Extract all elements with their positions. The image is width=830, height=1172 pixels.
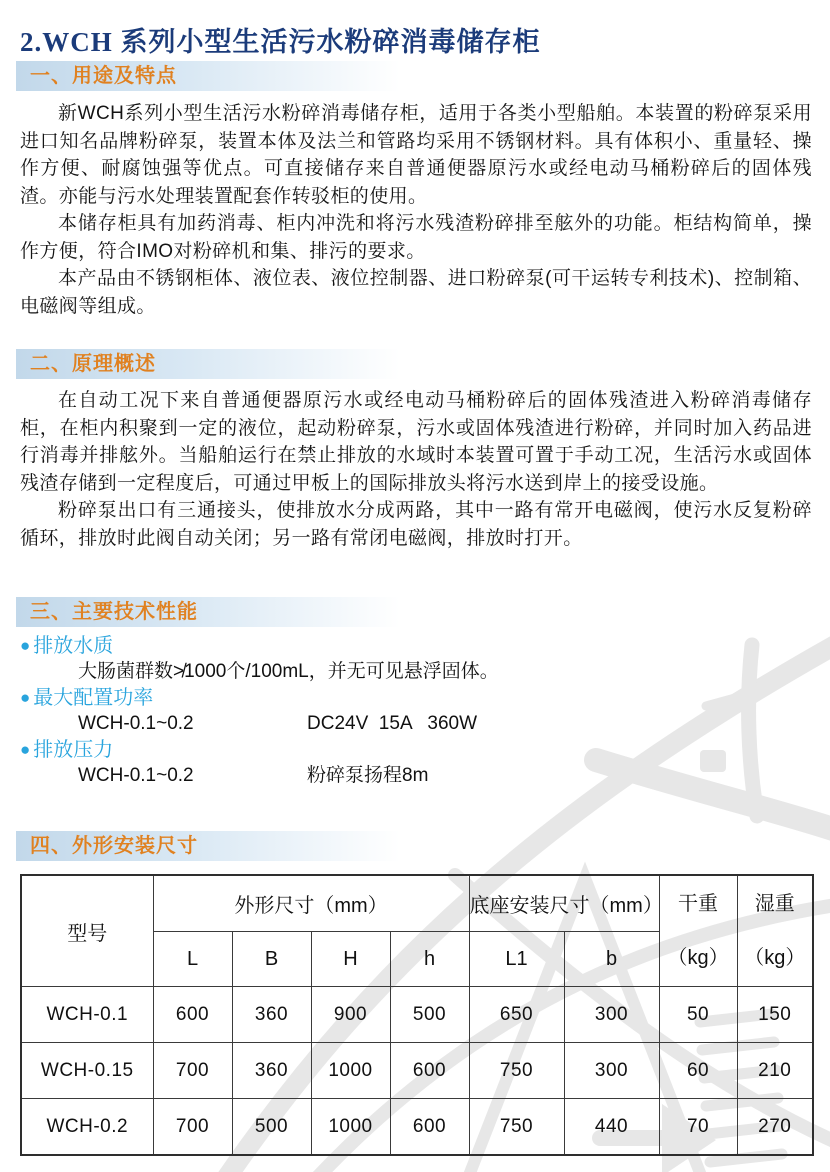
section-principle-body bbox=[20, 387, 812, 552]
section-heading-principle: 二、原理概述 bbox=[16, 349, 400, 379]
dry-weight-label: 干重 bbox=[678, 893, 719, 915]
subhead-b: b bbox=[564, 932, 659, 987]
spec-list bbox=[20, 633, 812, 789]
header-dry-weight bbox=[659, 875, 737, 987]
table-row bbox=[21, 1099, 813, 1156]
cell-value: 300 bbox=[564, 1043, 659, 1099]
spec-value-right: 粉碎泵扬程8m bbox=[307, 765, 429, 786]
header-outline-dims: 外形尺寸（mm） bbox=[153, 875, 469, 932]
section-heading-usage: 一、用途及特点 bbox=[16, 61, 400, 91]
spec-value-line bbox=[20, 711, 812, 737]
header-model: 型号 bbox=[21, 875, 153, 987]
cell-value: 270 bbox=[737, 1099, 813, 1156]
table-header-row-groups bbox=[21, 875, 813, 932]
table-row bbox=[21, 987, 813, 1043]
cell-value: 150 bbox=[737, 987, 813, 1043]
section-heading-specs: 三、主要技术性能 bbox=[16, 597, 400, 627]
cell-value: 70 bbox=[659, 1099, 737, 1156]
cell-value: 750 bbox=[469, 1099, 564, 1156]
spec-label bbox=[20, 737, 812, 763]
cell-value: 650 bbox=[469, 987, 564, 1043]
spec-item bbox=[20, 633, 812, 685]
cell-value: 300 bbox=[564, 987, 659, 1043]
subhead-H: H bbox=[311, 932, 390, 987]
spec-label-text: 排放水质 bbox=[33, 635, 114, 657]
bullet-dot-icon: ● bbox=[20, 740, 31, 759]
cell-value: 1000 bbox=[311, 1043, 390, 1099]
paragraph: 粉碎泵出口有三通接头，使排放水分成两路，其中一路有常开电磁阀，使污水反复粉碎循环，排放时此阀自动关闭；另一路有常闭电磁阀，排放时打开。 bbox=[20, 500, 812, 549]
paragraph: 本储存柜具有加药消毒、柜内冲洗和将污水残渣粉碎排至舷外的功能。柜结构简单，操作方便，符合IMO对粉碎机和集、排污的要求。 bbox=[20, 213, 812, 262]
spec-item bbox=[20, 685, 812, 737]
paragraph: 新WCH系列小型生活污水粉碎消毒储存柜，适用于各类小型船舶。本装置的粉碎泵采用进口知名品牌粉碎泵，装置本体及法兰和管路均采用不锈钢材料。具有体积小、重量轻、操作方便、耐腐蚀强等优点。可直接储存来自普通便器原污水或经电动马桶粉碎后的固体残渣。亦能与污水处理装置配套作转驳柜的使用。 bbox=[20, 103, 812, 207]
header-base-dims: 底座安装尺寸（mm） bbox=[469, 875, 659, 932]
wet-weight-label: 湿重 bbox=[754, 893, 795, 915]
page-title: 2.WCH 系列小型生活污水粉碎消毒储存柜 bbox=[20, 27, 541, 57]
spec-value-left: WCH-0.1~0.2 bbox=[78, 713, 194, 734]
cell-value: 600 bbox=[390, 1043, 469, 1099]
paragraph: 在自动工况下来自普通便器原污水或经电动马桶粉碎后的固体残渣进入粉碎消毒储存柜，在柜内积聚到一定的液位，起动粉碎泵，污水或固体残渣进行粉碎，并同时加入药品进行消毒并排舷外。当船舶运行在禁止排放的水域时本装置可置于手动工况，生活污水或固体残渣存储到一定程度后，可通过甲板上的国际排放头将污水送到岸上的接受设施。 bbox=[20, 390, 812, 494]
spec-value-line bbox=[20, 763, 812, 789]
wet-weight-unit: （kg） bbox=[744, 947, 806, 969]
spec-value-line bbox=[20, 659, 812, 685]
spec-value-left: 大肠菌群数≯1000个/100mL，并无可见悬浮固体。 bbox=[78, 661, 499, 682]
subhead-B: B bbox=[232, 932, 311, 987]
paragraph: 本产品由不锈钢柜体、液位表、液位控制器、进口粉碎泵(可干运转专利技术)、控制箱、电磁阀等组成。 bbox=[20, 268, 812, 317]
cell-model: WCH-0.15 bbox=[21, 1043, 153, 1099]
subhead-L1: L1 bbox=[469, 932, 564, 987]
dimensions-table bbox=[20, 874, 814, 1156]
cell-value: 600 bbox=[153, 987, 232, 1043]
spec-value-right: DC24V 15A 360W bbox=[307, 713, 478, 734]
subhead-h: h bbox=[390, 932, 469, 987]
spec-item bbox=[20, 737, 812, 789]
bullet-dot-icon: ● bbox=[20, 636, 31, 655]
cell-value: 700 bbox=[153, 1043, 232, 1099]
section-heading-dimensions: 四、外形安装尺寸 bbox=[16, 831, 400, 861]
cell-value: 440 bbox=[564, 1099, 659, 1156]
cell-value: 600 bbox=[390, 1099, 469, 1156]
cell-value: 360 bbox=[232, 987, 311, 1043]
dry-weight-unit: （kg） bbox=[667, 947, 729, 969]
cell-value: 900 bbox=[311, 987, 390, 1043]
cell-model: WCH-0.1 bbox=[21, 987, 153, 1043]
cell-value: 500 bbox=[390, 987, 469, 1043]
spec-label-text: 排放压力 bbox=[33, 739, 114, 761]
cell-value: 700 bbox=[153, 1099, 232, 1156]
spec-value-left: WCH-0.1~0.2 bbox=[78, 765, 194, 786]
section-usage-body bbox=[20, 100, 812, 320]
bullet-dot-icon: ● bbox=[20, 688, 31, 707]
spec-label bbox=[20, 633, 812, 659]
cell-value: 1000 bbox=[311, 1099, 390, 1156]
cell-value: 500 bbox=[232, 1099, 311, 1156]
cell-value: 750 bbox=[469, 1043, 564, 1099]
cell-value: 60 bbox=[659, 1043, 737, 1099]
subhead-L: L bbox=[153, 932, 232, 987]
spec-label-text: 最大配置功率 bbox=[33, 687, 154, 709]
cell-value: 210 bbox=[737, 1043, 813, 1099]
spec-label bbox=[20, 685, 812, 711]
table-row bbox=[21, 1043, 813, 1099]
cell-value: 50 bbox=[659, 987, 737, 1043]
cell-value: 360 bbox=[232, 1043, 311, 1099]
header-wet-weight bbox=[737, 875, 813, 987]
cell-model: WCH-0.2 bbox=[21, 1099, 153, 1156]
